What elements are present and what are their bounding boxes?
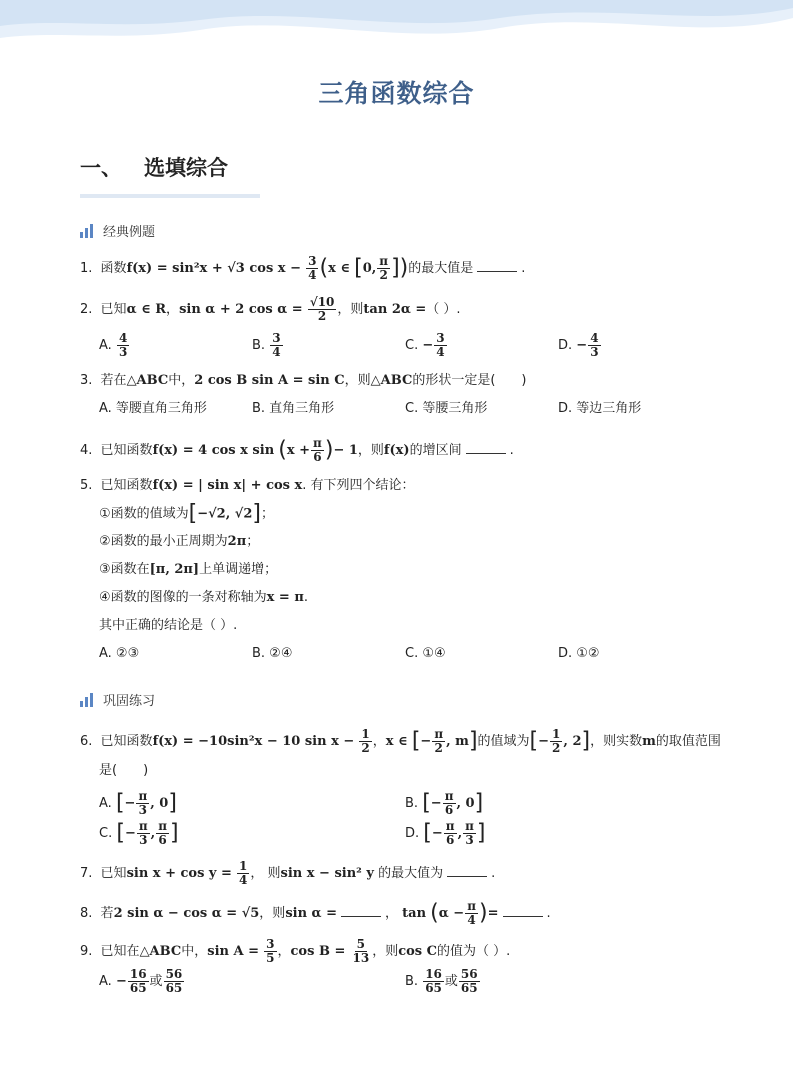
math-expression: △ABC: [139, 944, 182, 959]
fraction: $\frac{3}{5}$: [266, 937, 275, 965]
math-expression: cos C: [398, 944, 437, 959]
question-3: [80, 372, 526, 390]
fraction: $\frac{3}{4}$: [272, 331, 281, 359]
option-c[interactable]: C. ①④: [405, 646, 446, 661]
fraction: $\frac{5}{13}$: [352, 937, 370, 965]
question-text: 已知: [100, 866, 127, 881]
math-expression: 2 cos B sin A = sin C: [194, 373, 345, 388]
subheading-practice: [80, 690, 155, 709]
header-wave-banner: [0, 0, 793, 60]
section-underline: [80, 194, 260, 198]
fraction: $\frac{4}{3}$: [118, 331, 128, 359]
section-heading: [80, 152, 228, 182]
math-expression: x ∈: [385, 734, 408, 749]
question-text: 已知函数: [100, 443, 153, 458]
bar-chart-icon: [80, 693, 93, 707]
fraction: $\frac{\pi}{2}$: [434, 727, 444, 755]
question-text: ，: [166, 302, 180, 317]
question-number: 3.: [80, 373, 93, 388]
question-number: 4.: [80, 443, 93, 458]
math-expression: 2π: [227, 534, 247, 549]
math-expression: sin A =: [207, 944, 259, 959]
question-text: ，则: [372, 944, 399, 959]
math-expression: f(x) = sin²x + √3 cos x −: [126, 261, 301, 276]
question-text: 的取值范围: [655, 734, 721, 749]
fraction: $\frac{3}{4}$: [308, 254, 317, 282]
option-c[interactable]: C. [− $\frac{\pi}{3}$ , $\frac{\pi}{6}$ ]: [99, 819, 179, 847]
question-text: 已知: [100, 302, 127, 317]
question-number: 9.: [80, 944, 93, 959]
question-text: ，则: [344, 373, 371, 388]
option-b[interactable]: B. [− $\frac{\pi}{6}$ , 0]: [405, 789, 484, 817]
question-text: 已知函数: [100, 734, 153, 749]
question-text: .: [521, 261, 526, 276]
question-text: . 有下列四个结论：: [302, 478, 415, 493]
option-a[interactable]: A. $\frac{4}{3}$: [99, 331, 128, 359]
question-text: 中，: [168, 373, 195, 388]
question-6: 6. 已知函数f(x) = −10sin²x − 10 sin x − $\frac{1}{2}$ ，x ∈ [− $\frac{\pi}{2}$ , m]的值域为[− $\frac{1}{2}$ , 2]，则实数m的取值范围: [80, 727, 721, 755]
fraction: $\frac{1}{2}$: [552, 727, 561, 755]
question-text: ，则实数: [590, 734, 643, 749]
option-a[interactable]: A. 等腰直角三角形: [99, 401, 207, 416]
fraction: $\frac{3}{4}$: [436, 331, 445, 359]
question-text: ，则: [259, 906, 286, 921]
math-expression: tan 2α =: [363, 302, 427, 317]
math-expression: f(x) = −10sin²x − 10 sin x −: [152, 734, 355, 749]
question-number: 1.: [80, 261, 93, 276]
question-text: 若在: [100, 373, 127, 388]
answer-blank[interactable]: [477, 259, 517, 272]
question-text: 已知函数: [100, 478, 153, 493]
option-d[interactable]: D. [− $\frac{\pi}{6}$ , $\frac{\pi}{3}$ ]: [405, 819, 486, 847]
fraction: $\frac{\pi}{4}$: [467, 899, 476, 927]
option-d[interactable]: D. − $\frac{4}{3}$: [558, 331, 599, 359]
question-prompt: 其中正确的结论是（ ）.: [99, 618, 238, 633]
question-text: 的形状一定是( ): [412, 373, 527, 388]
math-expression: 0,: [362, 261, 377, 276]
question-number: 6.: [80, 734, 93, 749]
question-continuation: 是( ): [99, 763, 149, 778]
option-d[interactable]: D. 等边三角形: [558, 401, 642, 416]
subheading-label: 经典例题: [103, 225, 156, 240]
question-text: 中，: [181, 944, 208, 959]
question-number: 2.: [80, 302, 93, 317]
question-9: 9. 已知在△ABC中，sin A = $\frac{3}{5}$ ，cos B = $\frac{5}{13}$ ，则cos C的值为（ ）.: [80, 937, 511, 965]
math-expression: x ∈: [328, 261, 350, 276]
option-b[interactable]: B. $\frac{3}{4}$: [252, 331, 281, 359]
question-8: 8. 若2 sin α − cos α = √5，则sin α = ， tan (α − $\frac{\pi}{4}$ )= .: [80, 899, 551, 927]
page-title: 三角函数综合: [318, 79, 475, 108]
math-expression: f(x): [383, 443, 410, 458]
fraction: $\frac{√10}{2}$: [309, 295, 335, 323]
math-expression: − 1: [333, 443, 358, 458]
conclusion-4: ④函数的图像的一条对称轴为x = π.: [99, 590, 309, 605]
fraction: $\frac{1}{2}$: [361, 727, 370, 755]
math-expression: △ABC: [126, 373, 169, 388]
question-text: 的最大值是: [408, 261, 474, 276]
conclusion-3: ③函数在[π, 2π]上单调递增；: [99, 562, 278, 577]
math-expression: sin α + 2 cos α =: [179, 302, 303, 317]
option-a[interactable]: A. ②③: [99, 646, 140, 661]
math-expression: sin x + cos y =: [126, 866, 232, 881]
math-expression: f(x) = 4 cos x sin: [152, 443, 275, 458]
question-number: 7.: [80, 866, 93, 881]
bar-chart-icon: [80, 224, 93, 238]
subheading-label: 巩固练习: [103, 694, 156, 709]
section-title: 选填综合: [144, 156, 228, 180]
fraction: $\frac{1}{4}$: [239, 859, 248, 887]
question-7: 7. 已知sin x + cos y = $\frac{1}{4}$ ， 则sin x − sin² y 的最大值为 .: [80, 859, 496, 887]
math-expression: 2 sin α − cos α = √5: [113, 906, 260, 921]
question-text: （ ）.: [426, 302, 461, 317]
option-a[interactable]: A. [− $\frac{\pi}{3}$ , 0]: [99, 789, 177, 817]
option-a[interactable]: A. − $\frac{16}{65}$ 或 $\frac{56}{65}$: [99, 967, 183, 995]
question-text: 的值为（ ）.: [437, 944, 511, 959]
question-text: 已知在: [100, 944, 140, 959]
question-4: 4. 已知函数f(x) = 4 cos x sin (x + $\frac{\pi}{6}$ )− 1，则f(x)的增区间 .: [80, 436, 514, 464]
question-text: .: [509, 443, 514, 458]
conclusion-1: ①函数的值域为[−√2, √2]；: [99, 501, 274, 526]
option-d[interactable]: D. ①②: [558, 646, 600, 661]
math-expression: x +: [286, 443, 311, 458]
question-5: [80, 477, 415, 495]
subheading-examples: [80, 221, 155, 240]
question-2: [80, 296, 461, 323]
question-text: ，则: [337, 302, 364, 317]
question-text: 函数: [100, 261, 127, 276]
fraction: $\frac{\pi}{6}$: [313, 436, 322, 464]
math-expression: x = π: [266, 590, 304, 605]
question-number: 5.: [80, 478, 93, 493]
question-text: ，则: [357, 443, 384, 458]
math-expression: f(x) = | sin x| + cos x: [152, 478, 303, 493]
question-text: 的值域为: [477, 734, 530, 749]
answer-blank[interactable]: [503, 904, 543, 917]
math-expression: [π, 2π]: [149, 562, 200, 577]
section-number: 一、: [80, 156, 122, 180]
math-expression: tan: [402, 906, 427, 921]
fraction: $\frac{\pi}{2}$: [379, 254, 389, 282]
option-b[interactable]: B. 直角三角形: [252, 401, 335, 416]
question-text: ， 则: [250, 866, 281, 881]
question-text: 的增区间: [409, 443, 462, 458]
question-number: 8.: [80, 906, 93, 921]
answer-blank[interactable]: [466, 441, 506, 454]
math-expression: cos B =: [290, 944, 346, 959]
math-expression: α ∈ R: [126, 302, 167, 317]
option-c[interactable]: C. 等腰三角形: [405, 401, 488, 416]
option-b[interactable]: B. $\frac{16}{65}$ 或 $\frac{56}{65}$: [405, 967, 478, 995]
answer-blank[interactable]: [447, 864, 487, 877]
question-text: 若: [100, 906, 114, 921]
math-expression: sin x − sin² y: [280, 866, 374, 881]
question-text: 的最大值为: [378, 866, 444, 881]
question-1: 1. 函数f(x) = sin²x + √3 cos x − $\frac{3}{4}$ (x ∈ [0, $\frac{\pi}{2}$ ])的最大值是 .: [80, 254, 526, 282]
conclusion-2: ②函数的最小正周期为2π；: [99, 534, 260, 549]
math-expression: sin α =: [285, 906, 337, 921]
fraction: $\frac{4}{3}$: [590, 331, 599, 359]
math-expression: △ABC: [370, 373, 413, 388]
option-c[interactable]: C. − $\frac{3}{4}$: [405, 331, 445, 359]
option-b[interactable]: B. ②④: [252, 646, 293, 661]
math-expression: −√2, √2: [197, 506, 253, 522]
answer-blank[interactable]: [341, 904, 381, 917]
